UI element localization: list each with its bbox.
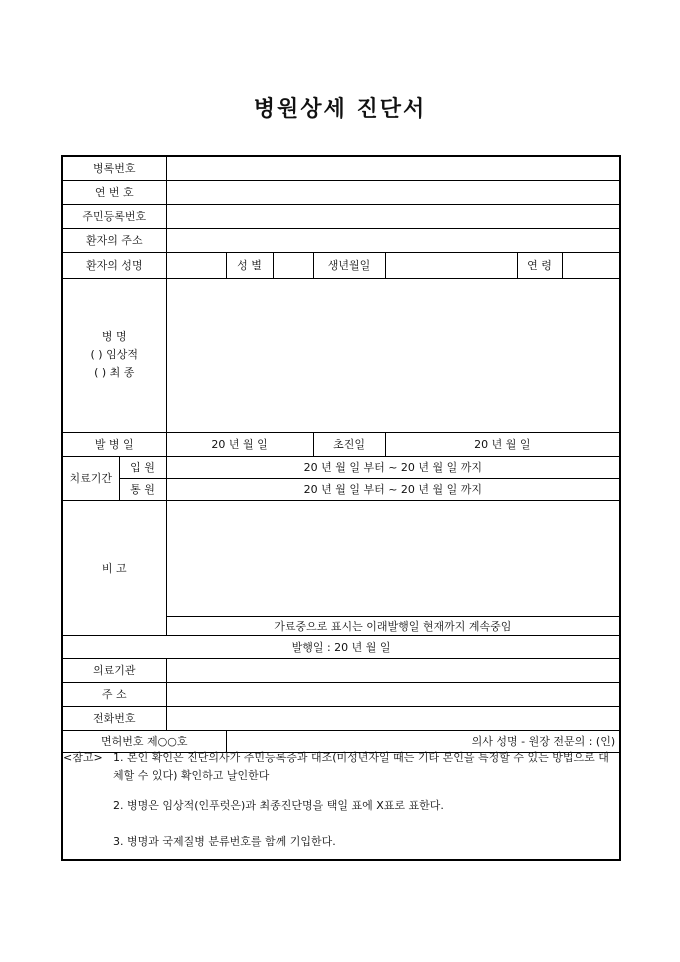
remarks-field[interactable] — [166, 500, 620, 616]
serial-number-field[interactable] — [166, 180, 620, 204]
doctor-signature[interactable]: 의사 성명 - 원장 전문의 : (인) — [226, 730, 620, 752]
patient-name-label: 환자의 성명 — [62, 252, 166, 278]
resident-number-field[interactable] — [166, 204, 620, 228]
note-2: 2. 병명은 임상적(인푸럿은)과 최종진단명을 택일 표에 X표로 표한다. — [113, 799, 444, 812]
age-field[interactable] — [562, 252, 620, 278]
disease-clinical-checkbox[interactable]: ( ) 임상적 — [90, 348, 138, 361]
treatment-period-label: 치료기간 — [62, 456, 119, 500]
ward-number-label: 병록번호 — [62, 156, 166, 180]
remarks-label: 비 고 — [62, 500, 166, 635]
notes-tag: <참고> — [63, 751, 103, 764]
remarks-note: 가료중으로 표시는 이래발행일 현재까지 계속중임 — [166, 616, 620, 635]
disease-name-field[interactable] — [166, 278, 620, 432]
issue-date[interactable]: 발행일 : 20 년 월 일 — [62, 635, 620, 658]
address-label: 주 소 — [62, 682, 166, 706]
first-exam-date[interactable]: 20 년 월 일 — [385, 432, 620, 456]
notes-section — [63, 749, 617, 851]
sex-label: 성 별 — [226, 252, 273, 278]
birth-date-field[interactable] — [385, 252, 517, 278]
inpatient-period[interactable]: 20 년 월 일 부터 ~ 20 년 월 일 까지 — [166, 456, 620, 478]
birth-date-label: 생년월일 — [313, 252, 385, 278]
onset-label: 발 병 일 — [62, 432, 166, 456]
resident-number-label: 주민등록번호 — [62, 204, 166, 228]
onset-date[interactable]: 20 년 월 일 — [166, 432, 313, 456]
sex-field[interactable] — [273, 252, 313, 278]
patient-address-label: 환자의 주소 — [62, 228, 166, 252]
phone-field[interactable] — [166, 706, 620, 730]
note-1: 1. 본인 확인은 진단의사가 주민등록증과 대조(미성년자일 때는 기타 본인을 특정할 수 있는 방법으로 대체할 수 있다) 확인하고 날인한다 — [113, 751, 609, 782]
serial-number-label: 연 번 호 — [62, 180, 166, 204]
disease-label-line1: 병 명 — [101, 330, 127, 343]
first-exam-label: 초진일 — [313, 432, 385, 456]
outpatient-label: 통 원 — [119, 478, 166, 500]
institution-label: 의료기관 — [62, 658, 166, 682]
document-title: 병원상세 진단서 — [253, 97, 427, 122]
patient-name-field[interactable] — [166, 252, 226, 278]
age-label: 연 령 — [517, 252, 562, 278]
license-number: 면허번호 제○○호 — [62, 730, 226, 752]
inpatient-label: 입 원 — [119, 456, 166, 478]
outpatient-period[interactable]: 20 년 월 일 부터 ~ 20 년 월 일 까지 — [166, 478, 620, 500]
disease-name-label — [62, 278, 166, 432]
address-field[interactable] — [166, 682, 620, 706]
patient-address-field[interactable] — [166, 228, 620, 252]
institution-field[interactable] — [166, 658, 620, 682]
ward-number-field[interactable] — [166, 156, 620, 180]
note-3: 3. 병명과 국제질병 분류번호를 함께 기입한다. — [113, 835, 336, 848]
disease-final-checkbox[interactable]: ( ) 최 종 — [94, 366, 135, 379]
phone-label: 전화번호 — [62, 706, 166, 730]
